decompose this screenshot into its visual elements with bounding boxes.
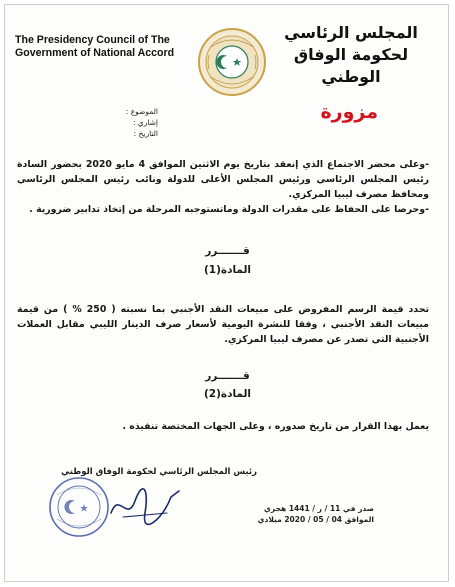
meta-reference: إشاري :: [132, 118, 158, 127]
english-header-line1: The Presidency Council of The: [15, 34, 170, 46]
preamble-paragraph-1: -وعلى محضر الاجتماع الذي إنعقد بتاريخ يوم الاثنين الموافق 4 مايو 2020 بحضور السادة رئيس المجلس الرئاسي ورئيس المجلس الأعلى للدولة ونائب رئيس المجلس الرئاسي ومحافظ مصرف ليبيا المركزي.: [17, 159, 429, 200]
article-2-text: يعمل بهذا القرار من تاريخ صدوره ، وعلى الجهات المختصة تنفيذه .: [122, 421, 429, 432]
issue-date-gregorian: الموافق 04 / 05 / 2020 ميلادي: [257, 515, 374, 524]
arabic-header-line1: المجلس الرئاسي: [284, 23, 418, 42]
decided-heading: قـــــــرر: [205, 245, 250, 257]
decided-heading-2: قـــــــرر: [205, 370, 250, 382]
article-1-title: المادة(1): [203, 264, 252, 276]
document-meta: [126, 106, 158, 139]
article-1-text: تحدد قيمة الرسم المفروض على مبيعات النقد الأجنبي بما نسبته ( 250 % ) من قيمة مبيعات النقد الأجنبي ، وفقا للنشرة اليومية لأسعار صرف الدينار الليبي مقابل العملات الأجنبية التي تصدر عن مصرف ليبيا المركزي.: [17, 304, 429, 345]
preamble: [17, 157, 429, 217]
issue-dates: [258, 503, 374, 525]
english-header-line2: Government of National Accord: [15, 47, 175, 59]
meta-subject: الموضوع :: [125, 107, 158, 116]
meta-date: التاريخ :: [133, 129, 158, 138]
english-header: [15, 34, 195, 60]
issue-date-hijri: صدر في 11 / ر / 1441 هجري: [264, 504, 374, 513]
official-seal-icon: [47, 475, 111, 539]
document-page: [4, 4, 449, 582]
article-2-title: المادة(2): [203, 388, 252, 400]
forged-stamp: مزورة: [320, 101, 378, 123]
arabic-header: [276, 22, 426, 88]
preamble-paragraph-2: -وحرصا على الحفاظ على مقدرات الدولة وماتستوجبه المرحلة من إتخاذ تدابير ضرورية .: [29, 204, 429, 215]
emblem-seal-icon: [197, 27, 267, 97]
signature-title: رئيس المجلس الرئاسي لحكومة الوفاق الوطني: [61, 467, 257, 477]
arabic-header-line2: لحكومة الوفاق الوطني: [293, 45, 409, 86]
handwritten-signature-icon: [105, 483, 185, 527]
